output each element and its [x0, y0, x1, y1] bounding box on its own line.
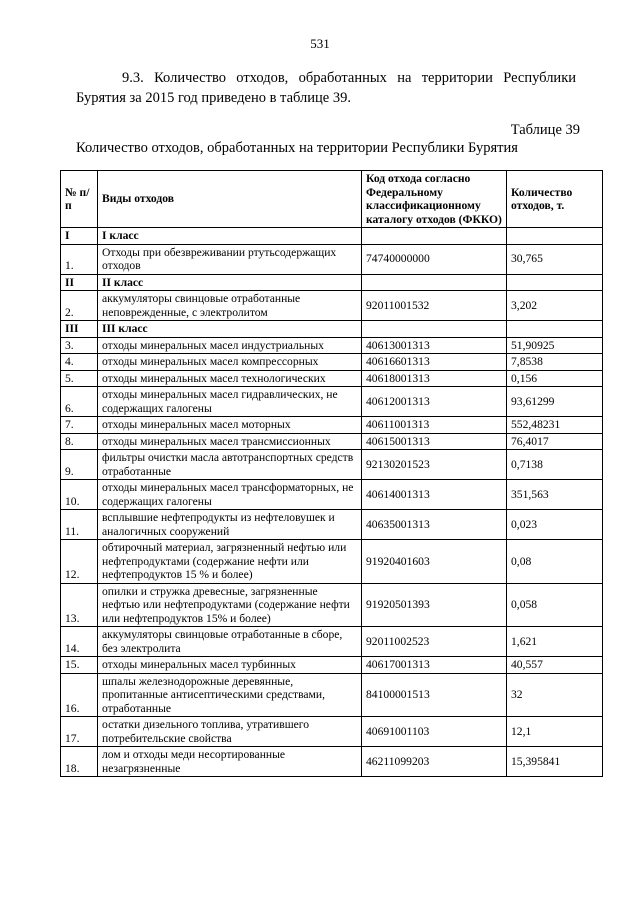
- cell-qty: 76,4017: [507, 433, 603, 450]
- table-row: [61, 450, 603, 480]
- cell-num: 12.: [61, 540, 98, 584]
- table-row: [61, 673, 603, 717]
- cell-code: [362, 228, 507, 245]
- cell-code: 91920501393: [362, 583, 507, 627]
- cell-qty: 12,1: [507, 717, 603, 747]
- cell-code: 74740000000: [362, 244, 507, 274]
- cell-num: III: [61, 321, 98, 338]
- cell-qty: 0,156: [507, 370, 603, 387]
- cell-type: аккумуляторы свинцовые отработанные неповрежденные, с электролитом: [98, 291, 362, 321]
- cell-type: аккумуляторы свинцовые отработанные в сборе, без электролита: [98, 627, 362, 657]
- intro-paragraph: 9.3. Количество отходов, обработанных на территории Республики Бурятия за 2015 год приведено в таблице 39.: [76, 70, 576, 106]
- table-row: [61, 417, 603, 434]
- cell-num: 3.: [61, 337, 98, 354]
- table-row: [61, 387, 603, 417]
- cell-type: отходы минеральных масел трансформаторных, не содержащих галогены: [98, 480, 362, 510]
- cell-num: 4.: [61, 354, 98, 371]
- cell-num: 5.: [61, 370, 98, 387]
- cell-qty: 7,8538: [507, 354, 603, 371]
- header-num: № п/п: [61, 171, 98, 228]
- cell-qty: 15,395841: [507, 747, 603, 777]
- cell-code: 40612001313: [362, 387, 507, 417]
- table-header-row: [61, 171, 603, 228]
- cell-code: 92130201523: [362, 450, 507, 480]
- cell-code: 46211099203: [362, 747, 507, 777]
- class-row: [61, 321, 603, 338]
- table-row: [61, 583, 603, 627]
- cell-num: 2.: [61, 291, 98, 321]
- table-row: [61, 244, 603, 274]
- header-code: Код отхода согласно Федеральному классификационному каталогу отходов (ФККО): [362, 171, 507, 228]
- cell-qty: 351,563: [507, 480, 603, 510]
- cell-num: 15.: [61, 657, 98, 674]
- table-number: Таблице 39: [510, 122, 580, 138]
- cell-num: 18.: [61, 747, 98, 777]
- cell-code: 40613001313: [362, 337, 507, 354]
- cell-qty: 0,7138: [507, 450, 603, 480]
- class-row: [61, 228, 603, 245]
- cell-code: 40614001313: [362, 480, 507, 510]
- cell-type: II класс: [98, 274, 362, 291]
- cell-type: отходы минеральных масел гидравлических, не содержащих галогены: [98, 387, 362, 417]
- cell-qty: 0,058: [507, 583, 603, 627]
- cell-qty: 30,765: [507, 244, 603, 274]
- class-row: [61, 274, 603, 291]
- cell-code: [362, 274, 507, 291]
- table-row: [61, 480, 603, 510]
- cell-num: 8.: [61, 433, 98, 450]
- cell-type: фильтры очистки масла автотранспортных средств отработанные: [98, 450, 362, 480]
- cell-qty: 552,48231: [507, 417, 603, 434]
- table-row: [61, 540, 603, 584]
- cell-num: I: [61, 228, 98, 245]
- cell-qty: 93,61299: [507, 387, 603, 417]
- cell-type: отходы минеральных масел моторных: [98, 417, 362, 434]
- table-row: [61, 627, 603, 657]
- cell-qty: 0,023: [507, 510, 603, 540]
- cell-qty: 32: [507, 673, 603, 717]
- cell-qty: [507, 321, 603, 338]
- cell-code: 40615001313: [362, 433, 507, 450]
- table-row: [61, 291, 603, 321]
- cell-code: [362, 321, 507, 338]
- waste-table: [60, 170, 603, 777]
- cell-code: 92011002523: [362, 627, 507, 657]
- table-row: [61, 354, 603, 371]
- table-row: [61, 433, 603, 450]
- table-row: [61, 747, 603, 777]
- cell-num: 14.: [61, 627, 98, 657]
- cell-code: 40611001313: [362, 417, 507, 434]
- cell-type: всплывшие нефтепродукты из нефтеловушек и аналогичных сооружений: [98, 510, 362, 540]
- cell-qty: 3,202: [507, 291, 603, 321]
- cell-code: 91920401603: [362, 540, 507, 584]
- table-title: Количество отходов, обработанных на территории Республики Бурятия: [76, 140, 518, 156]
- cell-qty: 1,621: [507, 627, 603, 657]
- cell-num: 13.: [61, 583, 98, 627]
- cell-num: 7.: [61, 417, 98, 434]
- cell-type: Отходы при обезвреживании ртутьсодержащих отходов: [98, 244, 362, 274]
- cell-type: шпалы железнодорожные деревянные, пропитанные антисептическими средствами, отработанные: [98, 673, 362, 717]
- cell-type: опилки и стружка древесные, загрязненные нефтью или нефтепродуктами (содержание нефти или нефтепродуктов 15% и более): [98, 583, 362, 627]
- cell-code: 92011001532: [362, 291, 507, 321]
- cell-type: I класс: [98, 228, 362, 245]
- cell-num: 10.: [61, 480, 98, 510]
- cell-code: 84100001513: [362, 673, 507, 717]
- cell-num: 9.: [61, 450, 98, 480]
- cell-code: 40691001103: [362, 717, 507, 747]
- table-row: [61, 337, 603, 354]
- cell-num: 16.: [61, 673, 98, 717]
- cell-num: 17.: [61, 717, 98, 747]
- cell-num: II: [61, 274, 98, 291]
- cell-type: отходы минеральных масел индустриальных: [98, 337, 362, 354]
- cell-type: отходы минеральных масел трансмиссионных: [98, 433, 362, 450]
- cell-code: 40617001313: [362, 657, 507, 674]
- table-body: [61, 228, 603, 777]
- cell-type: отходы минеральных масел компрессорных: [98, 354, 362, 371]
- cell-type: отходы минеральных масел турбинных: [98, 657, 362, 674]
- header-qty: Количество отходов, т.: [507, 171, 603, 228]
- page-number: 531: [310, 36, 330, 51]
- cell-qty: 40,557: [507, 657, 603, 674]
- cell-code: 40618001313: [362, 370, 507, 387]
- table-row: [61, 657, 603, 674]
- table-row: [61, 717, 603, 747]
- table-row: [61, 370, 603, 387]
- cell-num: 11.: [61, 510, 98, 540]
- cell-qty: [507, 228, 603, 245]
- cell-type: III класс: [98, 321, 362, 338]
- cell-qty: 51,90925: [507, 337, 603, 354]
- cell-qty: [507, 274, 603, 291]
- cell-code: 40616601313: [362, 354, 507, 371]
- cell-type: обтирочный материал, загрязненный нефтью или нефтепродуктами (содержание нефти или нефтепродуктов 15 % и более): [98, 540, 362, 584]
- cell-type: отходы минеральных масел технологических: [98, 370, 362, 387]
- cell-type: остатки дизельного топлива, утратившего потребительские свойства: [98, 717, 362, 747]
- cell-qty: 0,08: [507, 540, 603, 584]
- header-type: Виды отходов: [98, 171, 362, 228]
- cell-code: 40635001313: [362, 510, 507, 540]
- table-row: [61, 510, 603, 540]
- cell-num: 6.: [61, 387, 98, 417]
- cell-num: 1.: [61, 244, 98, 274]
- cell-type: лом и отходы меди несортированные незагрязненные: [98, 747, 362, 777]
